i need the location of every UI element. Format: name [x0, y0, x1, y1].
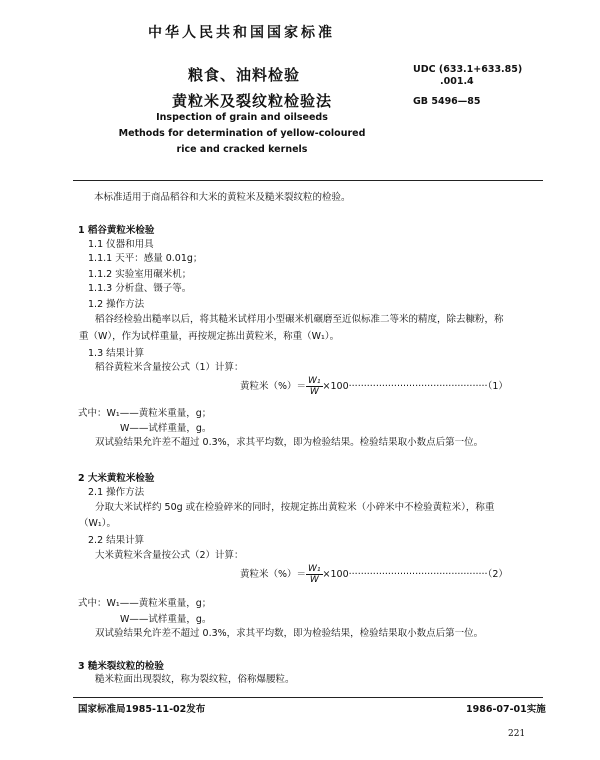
page-number: 221	[508, 729, 526, 739]
where-2-line2: W——试样重量，g。	[120, 614, 212, 625]
paragraph-1-3: 稻谷黄粒米含量按公式（1）计算：	[95, 362, 244, 373]
intro-paragraph: 本标准适用于商品稻谷和大米的黄粒米及糙米裂纹粒的检验。	[94, 192, 351, 203]
udc-code: UDC (633.1+633.85)	[413, 64, 523, 75]
equation-2	[240, 564, 508, 585]
section-1-1-heading: 1.1 仪器和用具	[88, 239, 154, 250]
equation-1-denominator: W	[309, 387, 319, 397]
paragraph-1-end: 双试验结果允许差不超过 0.3%，求其平均数，即为检验结果。检验结果取小数点后第一位。	[95, 437, 484, 448]
equation-2-rhs: ×100	[322, 569, 349, 580]
equation-1-lhs: 黄粒米（%）＝	[240, 381, 307, 392]
title-en-line1: Inspection of grain and oilseeds	[156, 112, 328, 123]
bottom-rule	[73, 697, 543, 698]
issued-date: 国家标准局1985-11-02发布	[78, 704, 206, 715]
title-cn-line2: 黄粒米及裂纹粒检验法	[172, 92, 333, 110]
standard-header: 中华人民共和国国家标准	[148, 25, 335, 41]
equation-2-leader: ··············································	[348, 569, 488, 580]
title-en-line2: Methods for determination of yellow-coloured	[118, 128, 366, 139]
udc-code-continued: .001.4	[440, 76, 474, 87]
title-cn-line1: 粮食、油料检验	[188, 66, 301, 84]
equation-1-rhs: ×100	[322, 381, 349, 392]
equation-1-numerator: W₁	[308, 376, 321, 386]
title-en-line3: rice and cracked kernels	[176, 144, 308, 155]
paragraph-2-1-line2: （W₁）。	[79, 518, 116, 529]
where-1-line2: W——试样重量，g。	[120, 423, 212, 434]
equation-2-lhs: 黄粒米（%）＝	[240, 569, 307, 580]
paragraph-1-2-line1: 稻谷经检验出糙率以后，将其糙米试样用小型碾米机碾磨至近似标准二等米的精度，除去糠粉，称	[95, 314, 504, 325]
section-1-2-heading: 1.2 操作方法	[88, 299, 145, 310]
equation-1-fraction	[306, 376, 323, 397]
paragraph-2-end: 双试验结果允许差不超过 0.3%，求其平均数，即为检验结果，检验结果取小数点后第一位。	[95, 628, 484, 639]
paragraph-1-2-line2: 重（W），作为试样重量，再按规定拣出黄粒米，称重（W₁）。	[79, 331, 340, 342]
top-rule	[73, 180, 543, 181]
where-2-line1: 式中：W₁——黄粒米重量，g；	[78, 598, 212, 609]
item-1-1-2: 1.1.2 实验室用碾米机；	[88, 269, 192, 280]
equation-1-number: （1）	[487, 381, 508, 392]
paragraph-3: 糙米粒面出现裂纹，称为裂纹粒，俗称爆腰粒。	[95, 674, 295, 685]
section-1-3-heading: 1.3 结果计算	[88, 348, 145, 359]
section-2-heading: 2 大米黄粒米检验	[78, 473, 155, 484]
item-1-1-3: 1.1.3 分析盘、镊子等。	[88, 283, 192, 294]
equation-1	[240, 376, 508, 397]
equation-2-number: （2）	[487, 569, 508, 580]
paragraph-2-2: 大米黄粒米含量按公式（2）计算：	[95, 550, 244, 561]
section-2-1-heading: 2.1 操作方法	[88, 487, 145, 498]
equation-1-leader: ··············································	[348, 381, 488, 392]
section-2-2-heading: 2.2 结果计算	[88, 535, 145, 546]
equation-2-denominator: W	[309, 575, 319, 585]
equation-2-fraction	[306, 564, 323, 585]
equation-2-numerator: W₁	[308, 564, 321, 574]
section-3-heading: 3 糙米裂纹粒的检验	[78, 661, 164, 672]
section-1-heading: 1 稻谷黄粒米检验	[78, 225, 155, 236]
effective-date: 1986-07-01实施	[466, 704, 546, 715]
gb-number: GB 5496—85	[413, 96, 481, 107]
where-1-line1: 式中：W₁——黄粒米重量，g；	[78, 408, 212, 419]
item-1-1-1: 1.1.1 天平：感量 0.01g；	[88, 253, 203, 264]
paragraph-2-1-line1: 分取大米试样约 50g 或在检验碎米的同时，按规定拣出黄粒米（小碎米中不检验黄粒米），称重	[95, 502, 495, 513]
